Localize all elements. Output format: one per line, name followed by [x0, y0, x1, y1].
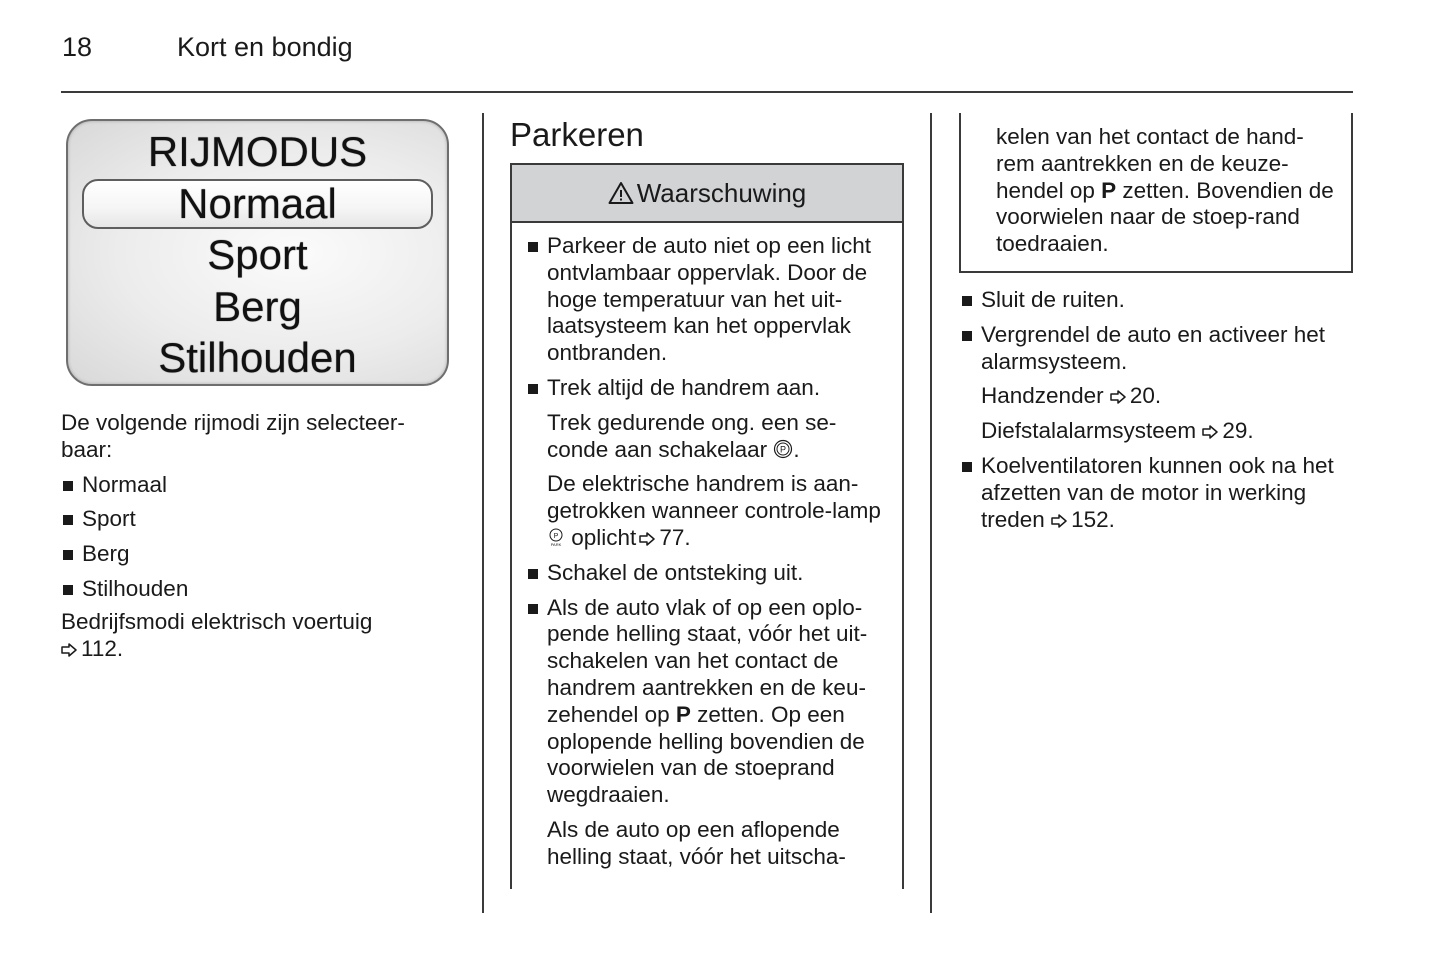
display-item-berg: Berg — [213, 283, 302, 330]
warning-item-text: zetten. Op een oplopende helling bovendien de voorwielen van de stoeprand wegdraaien. — [547, 701, 865, 808]
continued-text: zetten. Bovendien de voorwielen naar de stoep-rand toedraaien. — [996, 177, 1334, 257]
step-text: Koelventilatoren kunnen ook na het afzetten van de motor in werking treden — [981, 452, 1334, 532]
list-item — [526, 595, 892, 809]
chapter-title: Kort en bondig — [177, 32, 353, 62]
warning-list — [526, 233, 892, 402]
arrow-reference-icon — [1051, 514, 1067, 528]
list-item — [526, 560, 892, 587]
page-reference-link[interactable]: 77. — [659, 524, 691, 550]
mode-label: Normaal — [82, 471, 168, 497]
square-bullet-icon — [962, 296, 972, 306]
left-column-text — [61, 410, 461, 662]
arrow-reference-icon — [61, 643, 77, 657]
mode-label: Stilhouden — [82, 575, 189, 601]
intro-line-1: De volgende rijmodi zijn selecteer- — [61, 410, 405, 435]
warning-item-text: Parkeer de auto niet op een licht ontvlambaar oppervlak. Door de hoge temperatuur van het uit-laatsysteem kan het oppervlak ontbranden. — [547, 233, 871, 366]
square-bullet-icon — [528, 384, 538, 394]
square-bullet-icon — [63, 515, 73, 525]
list-item — [61, 472, 461, 499]
sub-text: Als de auto op een aflopende helling staat, vóór het uitscha- — [547, 816, 846, 869]
warning-item-text: Schakel de ontsteking uit. — [547, 559, 804, 585]
column-divider — [930, 113, 932, 913]
list-item — [526, 375, 892, 402]
mode-label: Sport — [82, 506, 136, 532]
square-bullet-icon — [63, 481, 73, 491]
park-lamp-icon — [547, 527, 565, 547]
right-column-text — [960, 287, 1360, 541]
list-item — [61, 576, 461, 603]
reference-paragraph — [61, 609, 461, 663]
square-bullet-icon — [63, 550, 73, 560]
list-item — [61, 506, 461, 533]
reference-text: Bedrijfsmodi elektrisch voertuig — [61, 608, 373, 634]
continued-text: kelen van het contact de hand-rem aantrekken en de keuze-hendel op — [996, 124, 1304, 203]
warning-triangle-icon — [608, 181, 634, 205]
reference-subparagraph — [960, 418, 1360, 445]
parking-steps-list — [960, 287, 1360, 375]
display-title: RIJMODUS — [147, 128, 368, 175]
mode-label: Berg — [82, 541, 130, 567]
punctuation: . — [793, 436, 800, 462]
square-bullet-icon — [962, 462, 972, 472]
warning-box-continued — [959, 113, 1353, 273]
square-bullet-icon — [528, 604, 538, 614]
mode-list — [61, 472, 461, 603]
warning-body — [512, 223, 902, 871]
arrow-reference-icon — [1110, 390, 1126, 404]
warning-item-text: Trek altijd de handrem aan. — [547, 374, 821, 400]
display-item-normaal: Normaal — [178, 180, 337, 227]
warning-header — [512, 165, 902, 223]
sub-text: De elektrische handrem is aan-getrokken wanneer controle-lamp — [547, 471, 881, 524]
step-text: Vergrendel de auto en activeer het alarmsysteem. — [981, 321, 1325, 374]
sub-text: Trek gedurende ong. een se-conde aan schakelaar — [547, 409, 837, 462]
gear-position-p: P — [1101, 177, 1117, 203]
intro-paragraph — [61, 410, 461, 464]
warning-subparagraph — [526, 817, 892, 871]
header-divider — [61, 91, 1353, 93]
intro-line-2: baar: — [61, 436, 113, 462]
square-bullet-icon — [63, 585, 73, 595]
page-reference-link[interactable]: 112. — [81, 635, 124, 661]
warning-box — [510, 163, 904, 889]
warning-body — [961, 113, 1351, 258]
warning-subparagraph — [526, 410, 892, 464]
square-bullet-icon — [962, 331, 972, 341]
display-item-stilhouden: Stilhouden — [158, 334, 357, 381]
sub-text: oplicht — [571, 524, 637, 550]
list-item — [960, 287, 1360, 314]
page-number: 18 — [62, 32, 93, 62]
list-item — [960, 453, 1360, 533]
reference-text: Handzender — [981, 383, 1104, 409]
page-reference-link[interactable]: 152. — [1071, 506, 1115, 532]
list-item — [960, 322, 1360, 376]
square-bullet-icon — [528, 242, 538, 252]
svg-text:P: P — [780, 444, 787, 455]
reference-text: Diefstalalarmsysteem — [981, 418, 1197, 444]
warning-list — [526, 560, 892, 809]
warning-subparagraph — [526, 471, 892, 551]
section-heading: Parkeren — [510, 116, 644, 153]
column-divider — [482, 113, 484, 913]
warning-item-text: Als de auto vlak of op een oplo-pende helling staat, vóór het uit-schakelen van het contact de handrem aantrekken en de keu-zehendel op — [547, 594, 868, 727]
reference-subparagraph — [960, 383, 1360, 410]
drive-mode-display-illustration — [66, 119, 449, 386]
warning-title: Waarschuwing — [636, 177, 807, 208]
step-text: Sluit de ruiten. — [981, 287, 1125, 312]
square-bullet-icon — [528, 569, 538, 579]
parking-steps-list — [960, 453, 1360, 533]
parking-brake-switch-icon — [773, 439, 793, 459]
display-item-sport: Sport — [207, 231, 308, 278]
page-reference-link[interactable]: 20. — [1129, 383, 1162, 409]
svg-text:P: P — [553, 532, 559, 540]
page-reference-link[interactable]: 29. — [1222, 418, 1254, 444]
svg-text:PARK: PARK — [550, 541, 562, 547]
gear-position-p: P — [675, 701, 691, 727]
arrow-reference-icon — [639, 532, 655, 546]
arrow-reference-icon — [1202, 425, 1218, 439]
list-item — [526, 233, 892, 367]
list-item — [61, 541, 461, 568]
